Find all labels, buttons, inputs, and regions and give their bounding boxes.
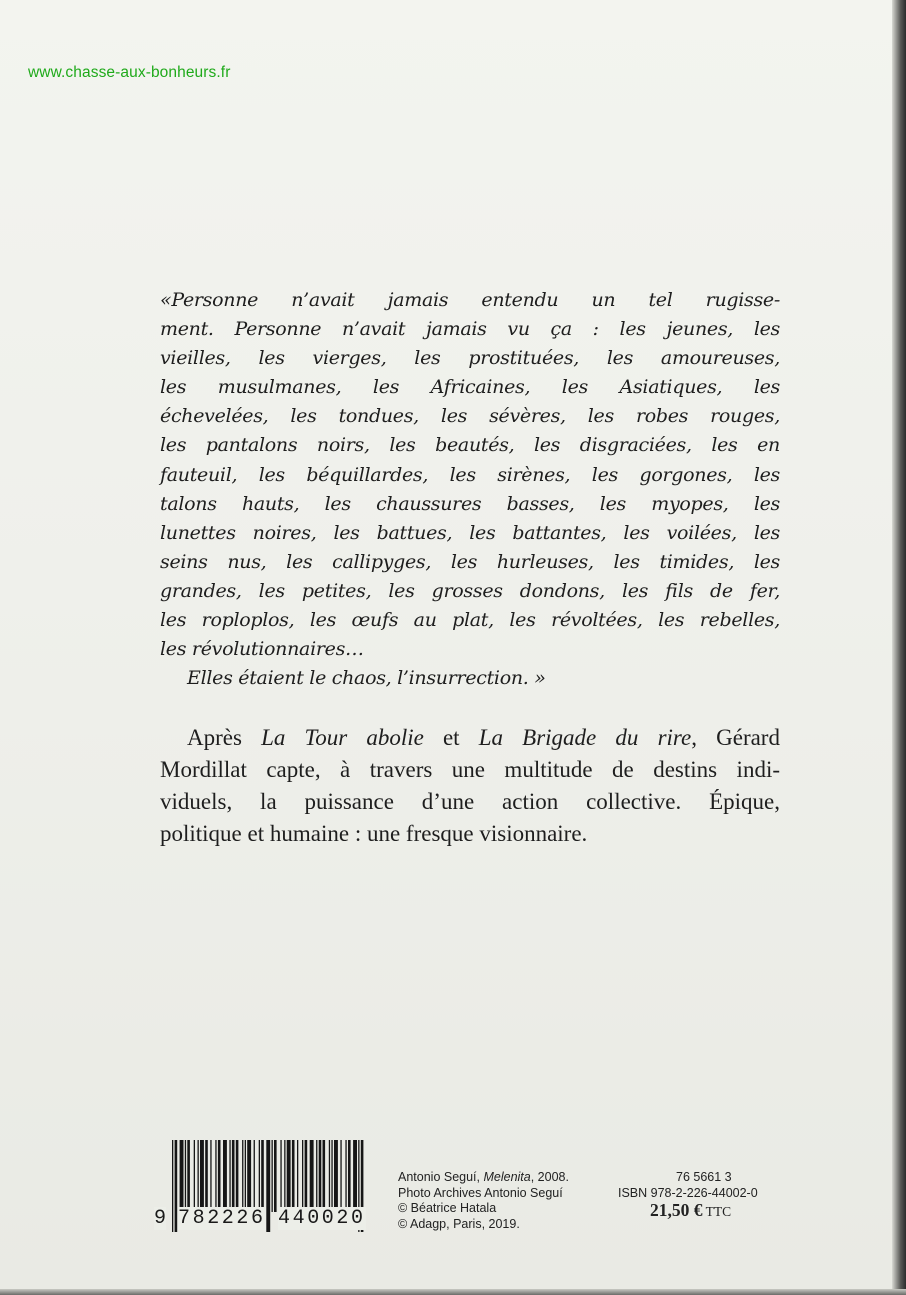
blurb-text: Après <box>187 725 262 750</box>
barcode-digits <box>154 1202 382 1238</box>
quote-line: les roploplos, les œufs au plat, les révoltées, les rebelles, <box>160 609 780 632</box>
book-title-brigade-du-rire: La Brigade du rire <box>478 725 692 750</box>
credit-artist: Antonio Seguí, <box>398 1170 484 1184</box>
blurb-line <box>160 722 780 754</box>
credit-line-artwork <box>398 1170 569 1186</box>
barcode-first-digit: 9 <box>154 1207 167 1230</box>
cover-credits <box>398 1170 569 1232</box>
book-blurb <box>160 722 780 850</box>
quote-line: Elles étaient le chaos, l’insurrection. » <box>187 667 546 690</box>
price-info <box>618 1170 758 1221</box>
credit-year: , 2008. <box>530 1170 569 1184</box>
quote-line: seins nus, les callipyges, les hurleuses, les timides, les <box>160 550 780 573</box>
barcode-right-digits: 440020 <box>278 1207 366 1230</box>
blurb-line: Mordillat capte, à travers une multitude de destins indi- <box>160 757 780 782</box>
blurb-text: , Gérard <box>691 725 780 750</box>
quote-line: les musulmanes, les Africaines, les Asiatiques, les <box>160 376 780 399</box>
tax-label: TTC <box>702 1204 732 1220</box>
price-value: 21,50 € <box>650 1200 703 1221</box>
quote-line: échevelées, les tondues, les sévères, les robes rouges, <box>160 405 780 428</box>
blurb-line: viduels, la puissance d’une action collective. Épique, <box>160 789 780 814</box>
quote-line: lunettes noires, les battues, les battantes, les voilées, les <box>160 521 780 544</box>
credit-work-title: Melenita <box>483 1170 531 1184</box>
blurb-text: et <box>423 725 479 750</box>
quote-line: «Personne n’avait jamais entendu un tel rugisse- <box>160 289 780 311</box>
isbn-barcode <box>154 1140 382 1240</box>
barcode-left-digits: 782226 <box>178 1207 266 1230</box>
credit-line-copyright: © Adagp, Paris, 2019. <box>398 1216 520 1231</box>
cover-quote <box>160 286 780 693</box>
credit-line-photo: Photo Archives Antonio Seguí <box>398 1185 563 1200</box>
quote-line: vieilles, les vierges, les prostituées, les amoureuses, <box>160 347 780 370</box>
isbn-number: ISBN 978-2-226-44002-0 <box>618 1185 758 1200</box>
watermark-url[interactable]: www.chasse-aux-bonheurs.fr <box>28 64 231 81</box>
book-title-tour-abolie: La Tour abolie <box>261 725 424 750</box>
credit-line-photographer: © Béatrice Hatala <box>398 1201 497 1216</box>
quote-line: les révolutionnaires… <box>160 638 364 661</box>
quote-line: talons hauts, les chaussures basses, les myopes, les <box>160 492 780 515</box>
product-code: 76 5661 3 <box>676 1170 732 1184</box>
quote-line: les pantalons noirs, les beautés, les disgraciées, les en <box>160 434 780 457</box>
quote-line: fauteuil, les béquillardes, les sirènes, les gorgones, les <box>160 463 780 486</box>
blurb-line: politique et humaine : une fresque visionnaire. <box>160 821 588 846</box>
price-line <box>618 1200 758 1221</box>
cover-bottom-edge <box>0 1289 906 1295</box>
quote-line: ment. Personne n’avait jamais vu ça : les jeunes, les <box>160 318 780 341</box>
quote-line: grandes, les petites, les grosses dondons, les fils de fer, <box>160 579 780 602</box>
cover-edge-shadow <box>892 0 906 1295</box>
